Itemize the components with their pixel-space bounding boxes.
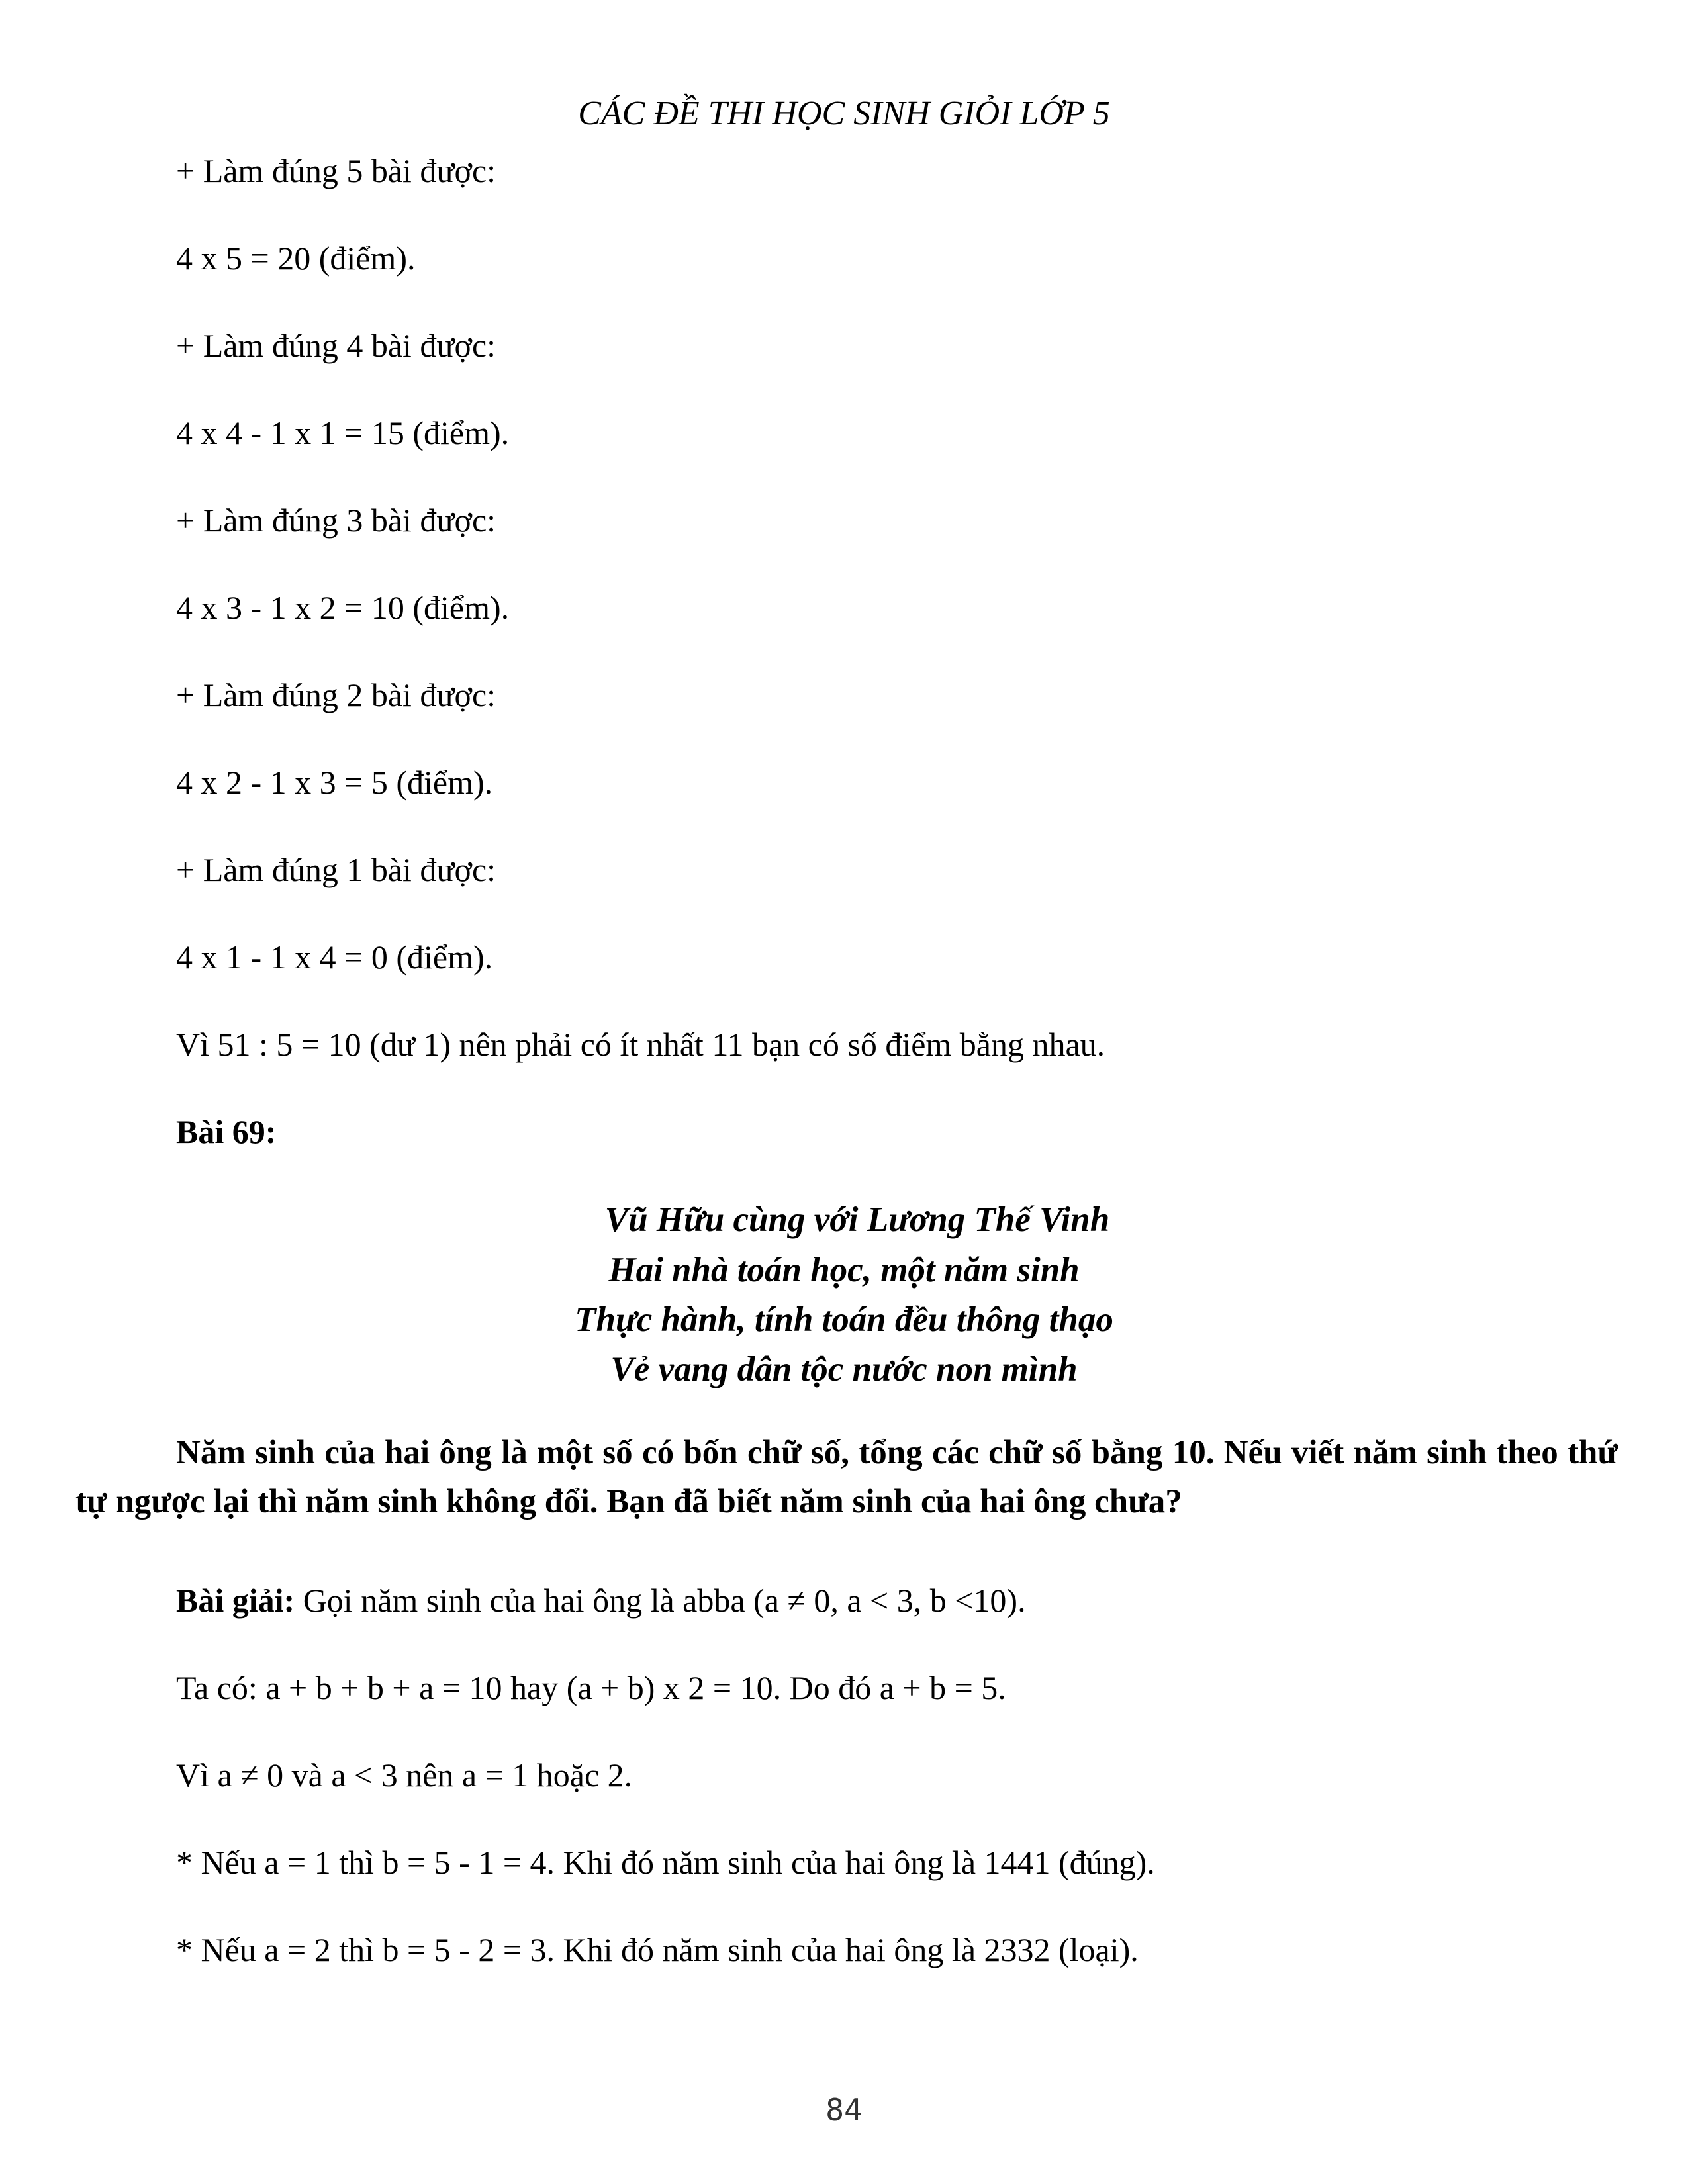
solution-line: 4 x 5 = 20 (điểm).	[176, 240, 416, 277]
solution-line: + Làm đúng 2 bài được:	[176, 676, 496, 713]
poem-line: Thực hành, tính toán đều thông thạo	[575, 1300, 1113, 1339]
solution-line: 4 x 1 - 1 x 4 = 0 (điểm).	[176, 938, 493, 976]
poem-line: Vũ Hữu cùng với Lương Thế Vinh	[604, 1201, 1110, 1239]
solution-intro	[176, 1580, 1026, 1620]
problem-question: Năm sinh của hai ông là một số có bốn chữ số, tổng các chữ số bằng 10. Nếu viết năm sinh theo thứ tự ngược lại thì năm sinh không đổi. Bạn đã biết năm sinh của hai ông chưa?	[75, 1434, 1618, 1520]
solution-line: * Nếu a = 1 thì b = 5 - 1 = 4. Khi đó năm sinh của hai ông là 1441 (đúng).	[176, 1844, 1155, 1881]
solution-line: Vì 51 : 5 = 10 (dư 1) nên phải có ít nhất 11 bạn có số điểm bằng nhau.	[176, 1026, 1105, 1063]
solution-line: 4 x 2 - 1 x 3 = 5 (điểm).	[176, 764, 493, 801]
solution-line: + Làm đúng 1 bài được:	[176, 851, 496, 888]
poem-line: Hai nhà toán học, một năm sinh	[608, 1251, 1080, 1289]
problem-heading: Bài 69:	[176, 1113, 277, 1150]
solution-line: + Làm đúng 5 bài được:	[176, 152, 496, 189]
solution-line: 4 x 4 - 1 x 1 = 15 (điểm).	[176, 414, 510, 451]
solution-line: Vì a ≠ 0 và a < 3 nên a = 1 hoặc 2.	[176, 1756, 633, 1794]
solution-line: 4 x 3 - 1 x 2 = 10 (điểm).	[176, 589, 510, 626]
page-header: CÁC ĐỀ THI HỌC SINH GIỎI LỚP 5	[578, 95, 1110, 132]
solution-line: + Làm đúng 3 bài được:	[176, 502, 496, 539]
solution-line: Ta có: a + b + b + a = 10 hay (a + b) x 2 = 10. Do đó a + b = 5.	[176, 1669, 1006, 1706]
poem-line: Vẻ vang dân tộc nước non mình	[610, 1350, 1078, 1388]
solution-line: + Làm đúng 4 bài được:	[176, 327, 496, 364]
solution-label: Bài giải:	[176, 1582, 295, 1619]
solution-intro-text: Gọi năm sinh của hai ông là abba (a ≠ 0, a < 3, b <10).	[295, 1582, 1026, 1619]
solution-line: * Nếu a = 2 thì b = 5 - 2 = 3. Khi đó năm sinh của hai ông là 2332 (loại).	[176, 1931, 1139, 1968]
page-number: 84	[825, 2092, 863, 2128]
